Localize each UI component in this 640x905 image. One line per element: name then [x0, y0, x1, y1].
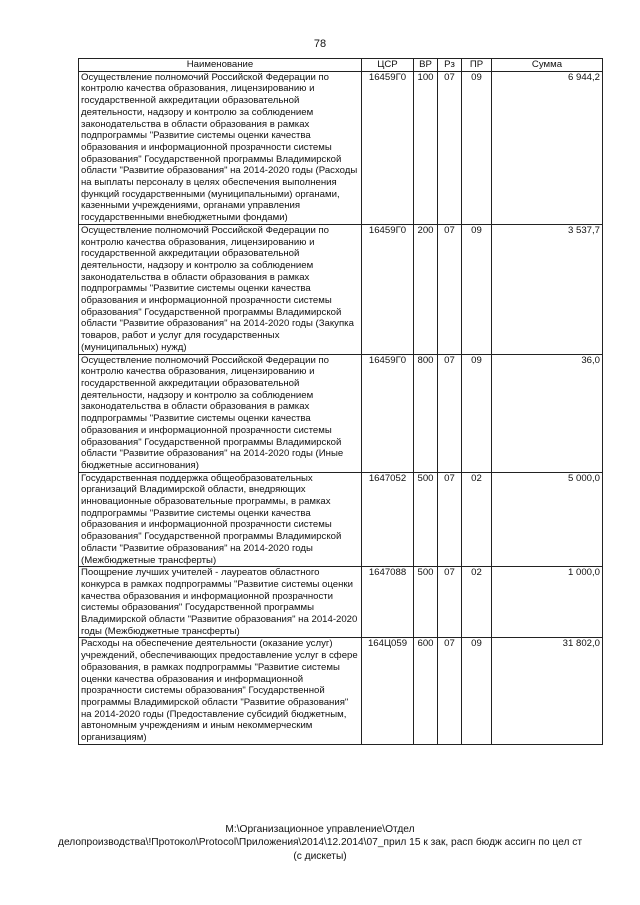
- row-pr: 09: [462, 71, 492, 224]
- budget-table: [78, 58, 603, 745]
- row-rz: 07: [438, 224, 462, 354]
- footer-line-1: M:\Организационное управление\Отдел: [225, 824, 415, 835]
- row-pr: 09: [462, 638, 492, 744]
- row-pr: 02: [462, 472, 492, 567]
- row-pr: 09: [462, 354, 492, 472]
- row-sum: 3 537,7: [492, 224, 603, 354]
- row-vr: 800: [414, 354, 438, 472]
- row-csr: 1647052: [362, 472, 414, 567]
- table-row: [79, 354, 603, 472]
- row-vr: 600: [414, 638, 438, 744]
- row-name: Осуществление полномочий Российской Федерации по контролю качества образования, лицензированию и государственной аккредитации образовательной деятельности, надзору и контролю за соблюдением законодательства в области образования в рамках подпрограммы "Развитие системы оценки качества образования и информационной прозрачности системы образования" Государственной программы Владимирской области "Развитие образования" на 2014-2020 годы (Иные бюджетные ассигнования): [79, 354, 362, 472]
- header-sum: Сумма: [492, 59, 603, 72]
- row-sum: 1 000,0: [492, 567, 603, 638]
- row-vr: 500: [414, 472, 438, 567]
- row-vr: 200: [414, 224, 438, 354]
- row-vr: 100: [414, 71, 438, 224]
- footer-line-2: делопроизводства\!Протокол\Protocol\Приложения\2014\12.2014\07_прил 15 к зак, расп бюдж ассигн по цел ст: [58, 837, 582, 849]
- row-name: Поощрение лучших учителей - лауреатов областного конкурса в рамках подпрограммы "Развитие системы оценки качества образования и информационной прозрачности системы образования" Государственной программы Владимирской области "Развитие образования" на 2014-2020 годы (Межбюджетные трансферты): [79, 567, 362, 638]
- table-header-row: [79, 59, 603, 72]
- row-rz: 07: [438, 567, 462, 638]
- header-name: Наименование: [79, 59, 362, 72]
- row-csr: 164Ц059: [362, 638, 414, 744]
- row-csr: 16459Г0: [362, 224, 414, 354]
- table-row: [79, 472, 603, 567]
- table-row: [79, 567, 603, 638]
- table-row: [79, 71, 603, 224]
- row-rz: 07: [438, 638, 462, 744]
- row-rz: 07: [438, 71, 462, 224]
- table-row: [79, 224, 603, 354]
- row-pr: 09: [462, 224, 492, 354]
- row-rz: 07: [438, 354, 462, 472]
- row-name: Расходы на обеспечение деятельности (оказание услуг) учреждений, обеспечивающих предоставление услуг в сфере образования, в рамках подпрограммы "Развитие системы оценки качества образования и информационной прозрачности системы образования" Государственной программы Владимирской области "Развитие образования" на 2014-2020 годы (Предоставление субсидий бюджетным, автономным учреждениям и иным некоммерческим организациям): [79, 638, 362, 744]
- row-csr: 16459Г0: [362, 71, 414, 224]
- header-rz: Рз: [438, 59, 462, 72]
- row-csr: 16459Г0: [362, 354, 414, 472]
- row-pr: 02: [462, 567, 492, 638]
- row-csr: 1647088: [362, 567, 414, 638]
- row-sum: 31 802,0: [492, 638, 603, 744]
- footer-line-3: (с дискеты): [293, 850, 347, 862]
- row-sum: 6 944,2: [492, 71, 603, 224]
- file-path-footer: [0, 823, 640, 863]
- row-name: Осуществление полномочий Российской Федерации по контролю качества образования, лицензированию и государственной аккредитации образовательной деятельности, надзору и контролю за соблюдением законодательства в области образования в рамках подпрограммы "Развитие системы оценки качества образования и информационной прозрачности системы образования" Государственной программы Владимирской области "Развитие образования" на 2014-2020 годы (Закупка товаров, работ и услуг для государственных (муниципальных) нужд): [79, 224, 362, 354]
- table-row: [79, 638, 603, 744]
- row-name: Осуществление полномочий Российской Федерации по контролю качества образования, лицензированию и государственной аккредитации образовательной деятельности, надзору и контролю за соблюдением законодательства в области образования в рамках подпрограммы "Развитие системы оценки качества образования и информационной прозрачности системы образования" Государственной программы Владимирской области "Развитие образования" на 2014-2020 годы (Расходы на выплаты персоналу в целях обеспечения выполнения функций государственными (муниципальными) органами, казенными учреждениями, органами управления государственными внебюджетными фондами): [79, 71, 362, 224]
- row-sum: 36,0: [492, 354, 603, 472]
- header-pr: ПР: [462, 59, 492, 72]
- page-number: 78: [313, 38, 327, 50]
- row-vr: 500: [414, 567, 438, 638]
- row-name: Государственная поддержка общеобразовательных организаций Владимирской области, внедряющих инновационные образовательные программы, в рамках подпрограммы "Развитие системы оценки качества образования и информационной прозрачности системы образования" Государственной программы Владимирской области "Развитие образования" на 2014-2020 годы (Межбюджетные трансферты): [79, 472, 362, 567]
- row-sum: 5 000,0: [492, 472, 603, 567]
- header-csr: ЦСР: [362, 59, 414, 72]
- row-rz: 07: [438, 472, 462, 567]
- header-vr: ВР: [414, 59, 438, 72]
